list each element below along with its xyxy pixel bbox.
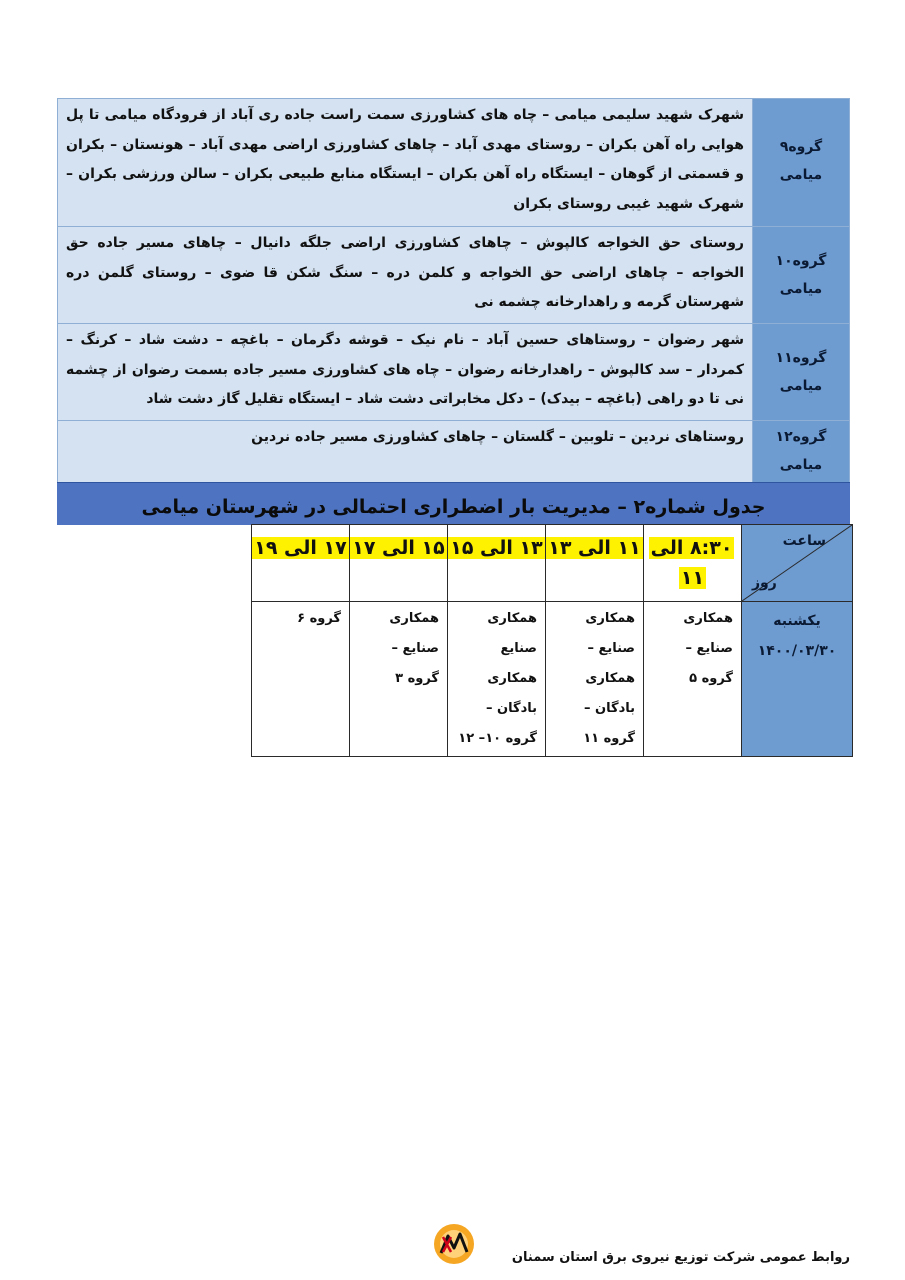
time-slot-header: [546, 525, 644, 602]
groups-table: [57, 98, 850, 483]
day-header: روز: [752, 575, 777, 591]
group-description: شهر رضوان – روستاهای حسین آباد – نام نیک – قوشه دگرمان – باغچه – دشت شاد – کرنگ – کمردار – سد کالپوش – راهدارخانه رضوان – چاه های کشاورزی مسیر جاده بسمت رضوان از چشمه نی تا دو راهی (باغچه – بیدک) – دکل مخابراتی دشت شاد – ایستگاه تقلیل گاز دشت شاد: [58, 324, 753, 421]
group-row: [58, 227, 850, 324]
power-company-logo-icon: [432, 1222, 476, 1266]
cell-line: گروه ۱۱: [583, 731, 635, 746]
group-city: میامی: [779, 167, 823, 183]
group-description: روستاهای نردین – تلوبین – گلستان – چاهای کشاورزی مسیر جاده نردین: [58, 421, 753, 483]
cell-line: گروه ۶: [297, 611, 341, 626]
cell-line: همکاری: [487, 611, 537, 626]
group-description: روستای حق الخواجه کالپوش – چاهای کشاورزی اراضی جلگه دانیال – چاهای مسیر جاده حق الخواجه – چاهای اراضی حق الخواجه و کلمن دره – سنگ شکن قا ضوی – روستای گلمن دره شهرستان گرمه و راهدارخانه چشمه نی: [58, 227, 753, 324]
group-name: گروه۱۰: [775, 253, 827, 269]
time-slot-label: ۱۷ الی ۱۹: [254, 537, 347, 559]
cell-line: صنایع –: [587, 641, 635, 656]
cell-line: صنایع –: [391, 641, 439, 656]
group-row: [58, 324, 850, 421]
group-city: میامی: [779, 457, 823, 473]
cell-line: همکاری: [487, 671, 537, 686]
day-date: ۱۴۰۰/۰۳/۳۰: [757, 643, 837, 659]
group-name-cell: [753, 99, 850, 227]
group-name: گروه۱۲: [775, 429, 827, 445]
schedule-cell: [252, 602, 350, 757]
group-name-cell: [753, 421, 850, 483]
schedule-cell: [546, 602, 644, 757]
schedule-table: [251, 524, 853, 757]
group-name-cell: [753, 227, 850, 324]
cell-line: همکاری: [683, 611, 733, 626]
schedule-cell: [350, 602, 448, 757]
time-slot-label: ۱۵ الی ۱۷: [352, 537, 445, 559]
day-cell: [742, 602, 853, 757]
cell-line: بادگان –: [584, 701, 635, 716]
cell-line: بادگان –: [486, 701, 537, 716]
time-slot-header: [644, 525, 742, 602]
group-name: گروه۹: [779, 139, 823, 155]
time-slot-label: ۱۳ الی ۱۵: [450, 537, 543, 559]
table2-title: جدول شماره۲ – مدیریت بار اضطراری احتمالی در شهرستان میامی: [57, 482, 850, 525]
cell-line: صنایع –: [685, 641, 733, 656]
time-slot-header: [252, 525, 350, 602]
schedule-row: [252, 602, 853, 757]
schedule-cell: [448, 602, 546, 757]
cell-line: صنایع: [500, 641, 537, 656]
cell-line: گروه ۱۰– ۱۲: [458, 731, 537, 746]
schedule-header-row: [252, 525, 853, 602]
group-description: شهرک شهید سلیمی میامی – چاه های کشاورزی سمت راست جاده ری آباد از فرودگاه میامی تا پل هوایی راه آهن بکران – روستای مهدی آباد – چاهای کشاورزی اراضی مهدی آباد – هونستان – بکران و قسمتی از گوهان – ایستگاه راه آهن بکران – ایستگاه منابع طبیعی بکران – سالن ورزشی بکران – شهرک شهید غیبی روستای بکران: [58, 99, 753, 227]
time-slot-header: [448, 525, 546, 602]
cell-line: گروه ۵: [689, 671, 733, 686]
footer-text: روابط عمومی شرکت توزیع نیروی برق استان سمنان: [511, 1250, 850, 1265]
time-slot-label: ۱۱ الی ۱۳: [548, 537, 641, 559]
group-name: گروه۱۱: [775, 350, 827, 366]
group-row: [58, 99, 850, 227]
cell-line: همکاری: [389, 611, 439, 626]
time-slot-label: ۸:۳۰ الی ۱۱: [650, 537, 733, 589]
group-name-cell: [753, 324, 850, 421]
group-row: [58, 421, 850, 483]
time-slot-header: [350, 525, 448, 602]
group-city: میامی: [779, 378, 823, 394]
hour-header: ساعت: [782, 533, 826, 549]
day-name: یکشنبه: [773, 613, 821, 629]
cell-line: همکاری: [585, 671, 635, 686]
group-city: میامی: [779, 281, 823, 297]
cell-line: همکاری: [585, 611, 635, 626]
schedule-cell: [644, 602, 742, 757]
corner-header: [742, 525, 853, 602]
cell-line: گروه ۳: [395, 671, 439, 686]
